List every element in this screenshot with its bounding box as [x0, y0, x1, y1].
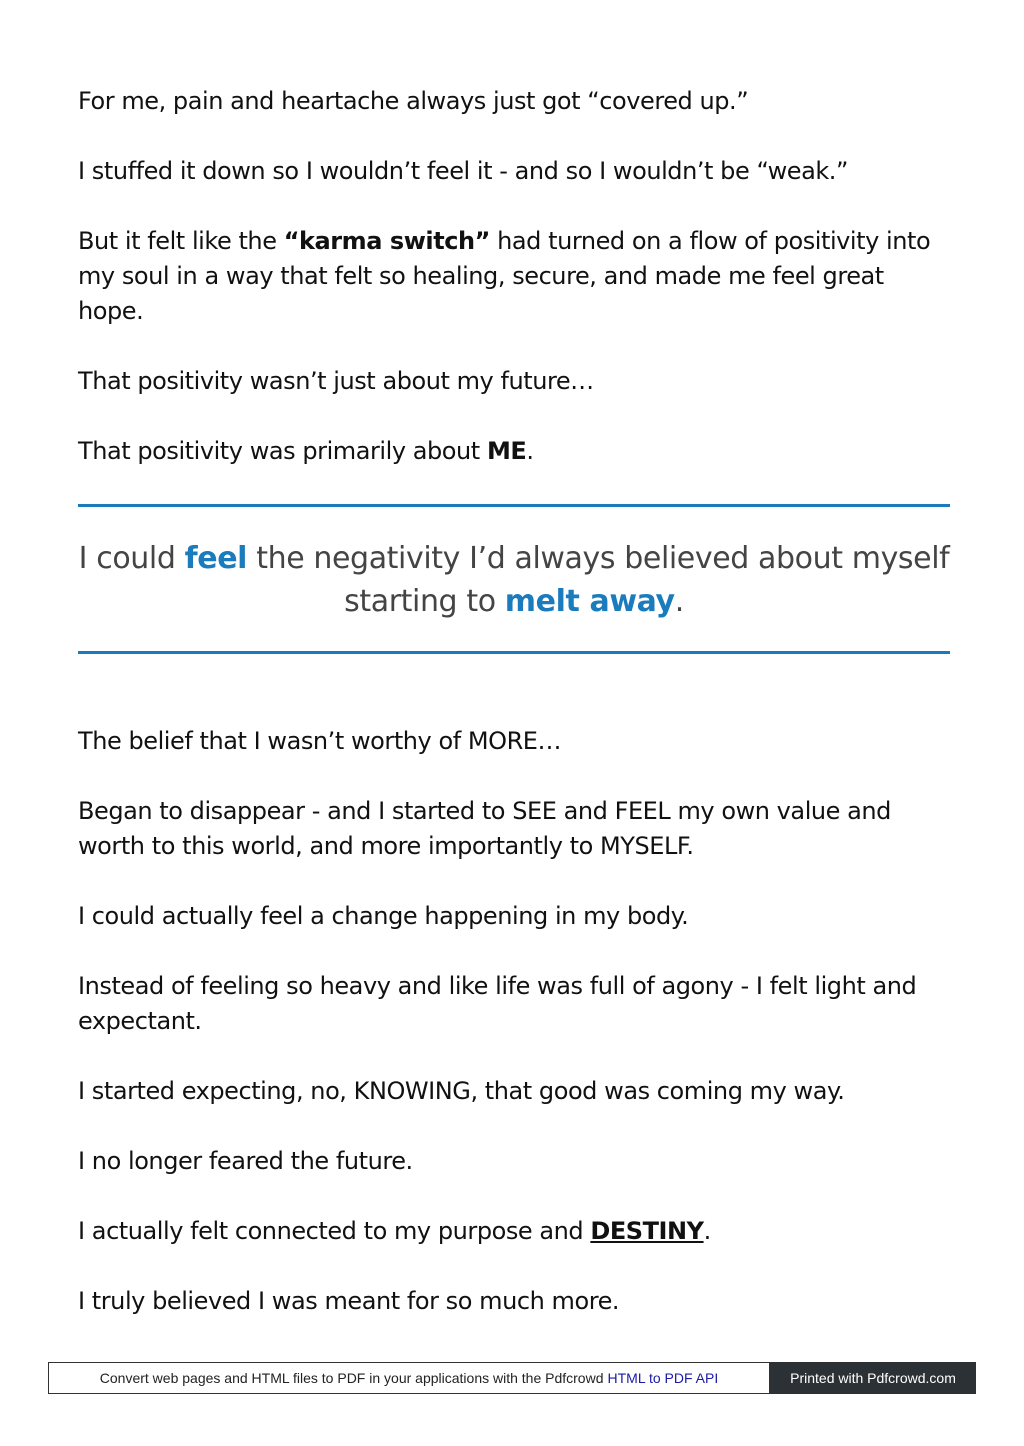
- article-body: [78, 84, 950, 1354]
- footer-promo-text: Convert web pages and HTML files to PDF in your applications with the Pdfcrowd: [99, 1370, 604, 1386]
- paragraph: [78, 434, 950, 469]
- quote-part: I could: [78, 541, 185, 576]
- pull-quote-text: [78, 537, 950, 623]
- quote-part: the negativity I’d always believed about myself starting to: [247, 541, 950, 619]
- paragraph: For me, pain and heartache always just got “covered up.”: [78, 87, 749, 115]
- bold-phrase: “karma switch”: [283, 227, 490, 255]
- paragraph: Began to disappear - and I started to SEE and FEEL my own value and worth to this world, and more importantly to MYSELF.: [78, 797, 891, 860]
- printed-with-text: Printed with Pdfcrowd.com: [790, 1370, 956, 1386]
- paragraph-text: That positivity was primarily about: [78, 437, 487, 465]
- paragraph: Instead of feeling so heavy and like life was full of agony - I felt light and expectant.: [78, 972, 917, 1035]
- paragraph: I no longer feared the future.: [78, 1147, 413, 1175]
- paragraph: [78, 224, 950, 329]
- paragraph-text: .: [526, 437, 534, 465]
- paragraph-text: But it felt like the: [78, 227, 284, 255]
- underlined-bold-word: DESTINY: [590, 1217, 704, 1245]
- pull-quote: [78, 504, 950, 654]
- printed-with-badge[interactable]: [770, 1362, 976, 1394]
- paragraph-text: I actually felt connected to my purpose and: [78, 1217, 591, 1245]
- paragraph-text: had turned on a flow of positivity into my soul in a way that felt so healing, secure, and made me feel great hope.: [78, 227, 931, 325]
- quote-highlight: feel: [184, 541, 248, 576]
- article-body-continued: [78, 724, 950, 1319]
- paragraph: [78, 1214, 950, 1249]
- paragraph-text: .: [703, 1217, 711, 1245]
- paragraph: I truly believed I was meant for so much more.: [78, 1287, 620, 1315]
- quote-part: .: [674, 584, 684, 619]
- quote-highlight: melt away: [504, 584, 675, 619]
- paragraph: I started expecting, no, KNOWING, that good was coming my way.: [78, 1077, 845, 1105]
- pdfcrowd-footer: [48, 1362, 976, 1394]
- paragraph: That positivity wasn’t just about my future…: [78, 367, 594, 395]
- footer-promo: [48, 1362, 770, 1394]
- bold-phrase: ME: [486, 437, 527, 465]
- html-to-pdf-api-link[interactable]: HTML to PDF API: [607, 1370, 719, 1386]
- paragraph: I stuffed it down so I wouldn’t feel it - and so I wouldn’t be “weak.”: [78, 157, 848, 185]
- paragraph: The belief that I wasn’t worthy of MORE…: [78, 727, 562, 755]
- paragraph: I could actually feel a change happening in my body.: [78, 902, 689, 930]
